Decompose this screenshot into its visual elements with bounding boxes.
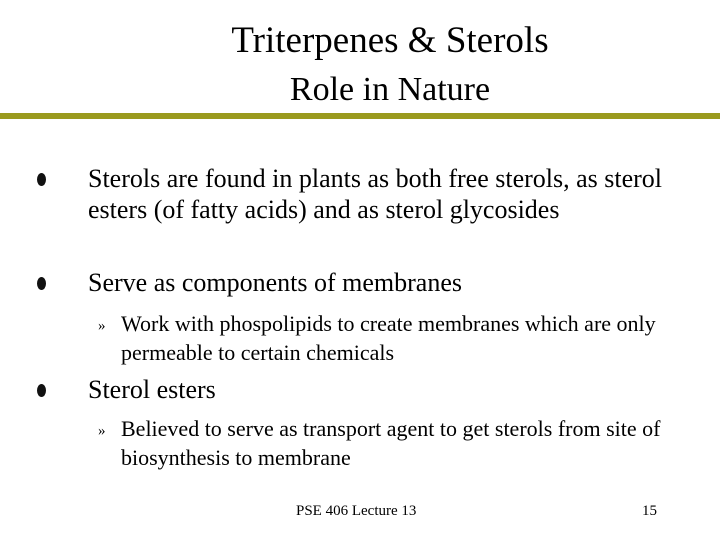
bullet-3-sub-text: Believed to serve as transport agent to get sterols from site of biosynthesis to membrane (121, 416, 661, 470)
page-number: 15 (642, 503, 657, 519)
bullet-dot-icon (37, 384, 46, 397)
bullet-dot-icon (37, 277, 46, 290)
bullet-2-sub-text: Work with phospolipids to create membranes which are only permeable to certain chemicals (121, 311, 656, 365)
title-divider (0, 113, 720, 119)
sub-bullet-chevron-icon: » (98, 318, 106, 334)
bullet-dot-icon (37, 173, 46, 186)
bullet-3-text: Sterol esters (88, 375, 216, 404)
footer-lecture-label: PSE 406 Lecture 13 (296, 503, 417, 519)
sub-bullet-chevron-icon: » (98, 423, 106, 439)
slide-subtitle: Role in Nature (289, 71, 491, 108)
bullet-1-text: Sterols are found in plants as both free sterols, as sterol esters (of fatty acids) and as sterol glycosides (88, 164, 663, 224)
bullet-2-text: Serve as components of membranes (88, 268, 463, 297)
slide-title: Triterpenes & Sterols (231, 20, 549, 61)
